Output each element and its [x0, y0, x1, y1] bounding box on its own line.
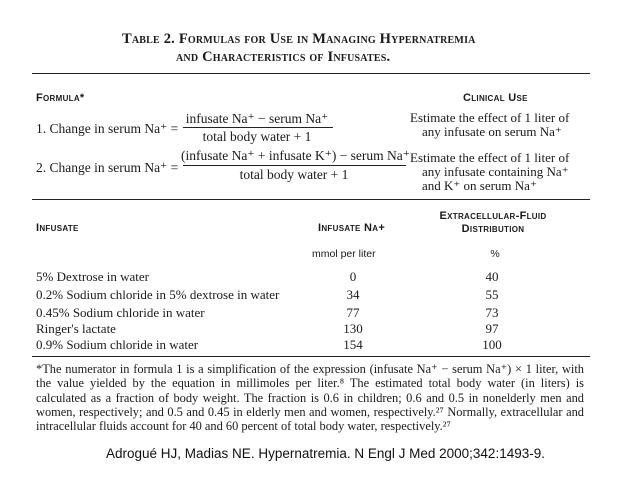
- col-header-ecf-line-1: Extracellular-Fluid: [439, 210, 547, 222]
- mid-rule: [32, 199, 590, 200]
- table-row-name: 5% Dextrose in water: [36, 269, 149, 284]
- formula-1-use-line-2: any infusate on serum Na⁺: [422, 124, 562, 139]
- formula-2-use-line-3: and K⁺ on serum Na⁺: [422, 178, 537, 193]
- table-row-ecf: 100: [482, 337, 502, 352]
- formula-2-use-line-1: Estimate the effect of 1 liter of: [410, 150, 570, 165]
- table-row-ecf: 97: [485, 321, 499, 336]
- table-row-na: 0: [349, 269, 357, 284]
- table-row-name: 0.9% Sodium chloride in water: [36, 337, 199, 352]
- header-clinical-use: Clinical Use: [463, 92, 528, 104]
- citation: Adrogué HJ, Madias NE. Hypernatremia. N Engl J Med 2000;342:1493-9.: [106, 446, 545, 461]
- table-row-name: 0.45% Sodium chloride in water: [36, 305, 205, 320]
- unit-ecf: %: [490, 248, 500, 260]
- formula-2-use-line-2: any infusate containing Na⁺: [422, 164, 569, 179]
- col-header-infusate: Infusate: [36, 222, 79, 234]
- formula-2-denominator: total body water + 1: [239, 167, 349, 182]
- table-title-line-2: and Characteristics of Infusates.: [176, 49, 391, 65]
- formula-1-numerator: infusate Na⁺ − serum Na⁺: [185, 111, 329, 126]
- unit-na: mmol per liter: [312, 248, 376, 260]
- table-row-ecf: 55: [485, 287, 499, 302]
- table-row-ecf: 40: [485, 269, 499, 284]
- table-row-ecf: 73: [485, 305, 499, 320]
- table-row-na: 77: [346, 305, 360, 320]
- col-header-infusate-na: Infusate Na+: [318, 222, 386, 234]
- table-row-na: 130: [343, 321, 363, 336]
- table-title: [122, 30, 582, 66]
- table-row-na: 154: [343, 337, 363, 352]
- formula-2-numerator: (infusate Na⁺ + infusate K⁺) − serum Na⁺: [181, 148, 410, 163]
- formula-1-label: 1. Change in serum Na⁺ =: [36, 121, 179, 136]
- formula-1-use-line-1: Estimate the effect of 1 liter of: [410, 110, 570, 125]
- footnote: *The numerator in formula 1 is a simplification of the expression (infusate Na⁺ − serum Na⁺) × 1 liter, with the value yielded by the equation in millimoles per liter.⁸ The estimated total body water (in liters) is calculated as a fraction of body weight. The fraction is 0.6 in children; 0.6 and 0.5 in nonelderly men and women, respectively; and 0.5 and 0.45 in elderly men and women, respectively.²⁷ Normally, extracellular and intracellular fluids account for 40 and 60 percent of total body water, respectively.²⁷: [36, 362, 584, 434]
- table-title-line-1: Table 2. Formulas for Use in Managing Hypernatremia: [122, 31, 476, 47]
- formula-1-fraction-bar: [183, 127, 333, 128]
- col-header-ecf-line-2: Distribution: [461, 223, 525, 235]
- top-rule: [32, 73, 590, 74]
- table-row-na: 34: [346, 287, 360, 302]
- table-row-name: Ringer's lactate: [36, 321, 116, 336]
- formula-1-denominator: total body water + 1: [202, 129, 312, 144]
- table-row-name: 0.2% Sodium chloride in 5% dextrose in water: [36, 287, 280, 302]
- bottom-rule: [32, 356, 590, 357]
- header-formula: Formula*: [36, 92, 85, 104]
- formula-2-fraction-bar: [183, 165, 406, 166]
- formula-2-label: 2. Change in serum Na⁺ =: [36, 160, 179, 175]
